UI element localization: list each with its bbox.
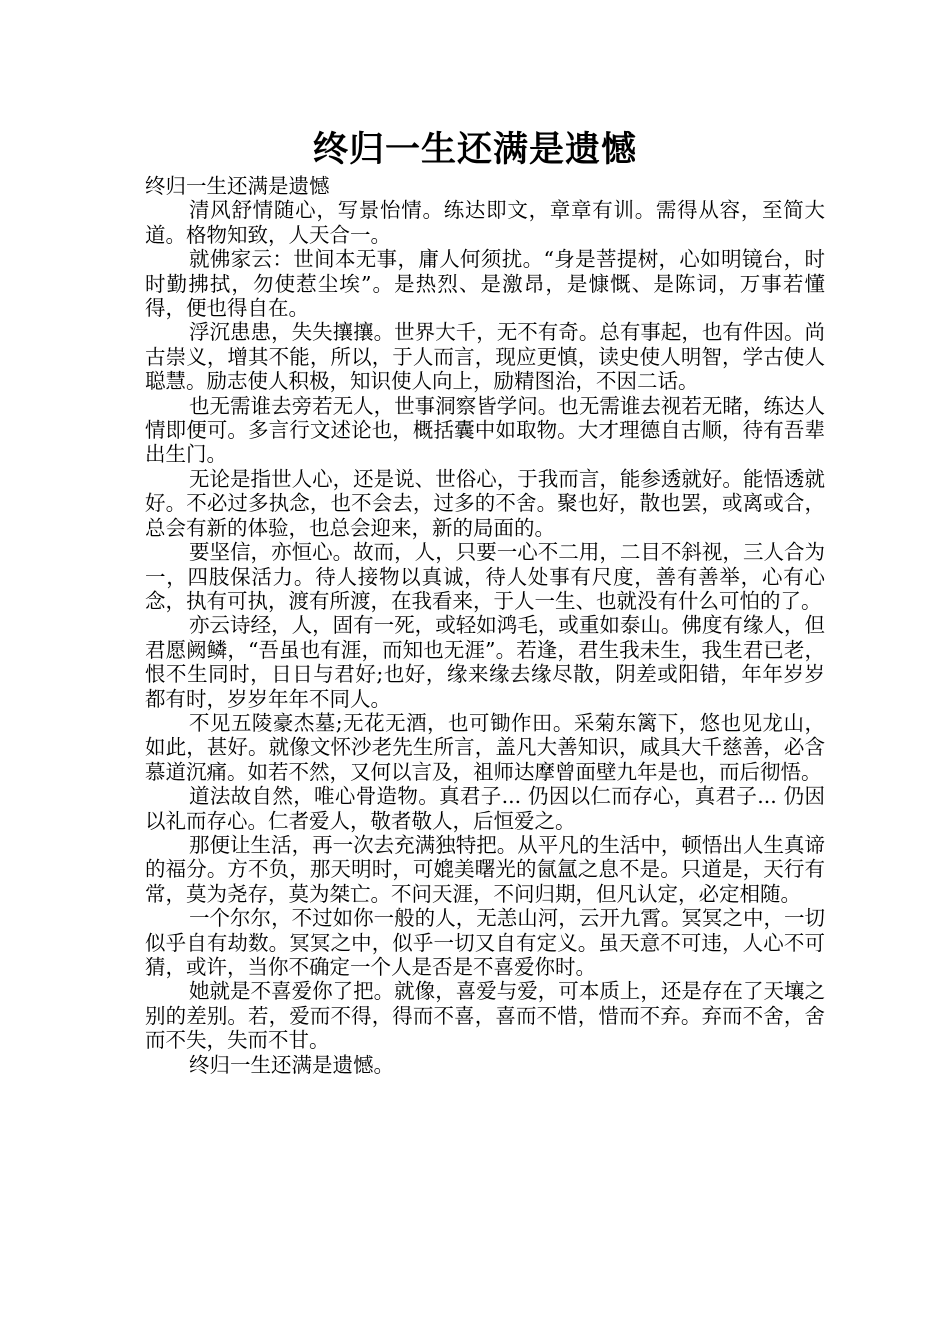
paragraph: 就佛家云：世间本无事，庸人何须扰。“身是菩提树，心如明镜台，时时勤拂拭，勿使惹尘埃”。是热烈、是激昂，是慷慨、是陈词，万事若懂得，便也得自在。	[145, 247, 825, 321]
document-title: 终归一生还满是遗憾	[312, 130, 637, 170]
paragraph: 也无需谁去旁若无人，世事洞察皆学问。也无需谁去视若无睹，练达人情即便可。多言行文述论也，概括囊中如取物。大才理德自古顺，待有吾辈出生门。	[145, 393, 825, 467]
document-subtitle: 终归一生还满是遗憾	[145, 174, 330, 198]
document-body	[145, 174, 825, 1077]
paragraph: 道法故自然，唯心骨造物。真君子... 仍因以仁而存心，真君子... 仍因以礼而存心。仁者爱人，敬者敬人，后恒爱之。	[145, 784, 825, 833]
paragraph: 清风舒情随心，写景怡情。练达即文，章章有训。需得从容，至简大道。格物知致，人天合一。	[145, 198, 825, 247]
paragraph: 终归一生还满是遗憾。	[189, 1052, 394, 1077]
paragraph: 一个尔尔，不过如你一般的人，无恙山河，云开九霄。冥冥之中，一切似乎自有劫数。冥冥之中，似乎一切又自有定义。虽天意不可违，人心不可猜，或许，当你不确定一个人是否是不喜爱你时。	[145, 906, 825, 979]
paragraph: 浮沉患患，失失攘攘。世界大千，无不有奇。总有事起，也有件因。尚古崇义，增其不能，所以，于人而言，现应更慎，读史使人明智，学古使人聪慧。励志使人积极，知识使人向上，励精图治，不因二话。	[145, 320, 825, 394]
paragraph: 她就是不喜爱你了把。就像，喜爱与爱，可本质上，还是存在了天壤之别的差别。若，爱而不得，得而不喜，喜而不惜，惜而不弃。弃而不舍，舍而不失，失而不甘。	[145, 979, 825, 1053]
paragraph: 不见五陵豪杰墓;无花无酒，也可锄作田。采菊东篱下，悠也见龙山，如此，甚好。就像文怀沙老先生所言，盖凡大善知识，咸具大千慈善，必含慕道沉痛。如若不然，又何以言及，祖师达摩曾面壁九年是也，而后彻悟。	[145, 710, 825, 784]
paragraph: 亦云诗经，人，固有一死，或轻如鸿毛，或重如泰山。佛度有缘人，但君愿阙鳞，“吾虽也有涯，而知也无涯”。若逢，君生我未生，我生君已老，恨不生同时，日日与君好;也好，缘来缘去缘尽散，阴差或阳错，年年岁岁都有时，岁岁年年不同人。	[145, 613, 825, 711]
paragraph: 要坚信，亦恒心。故而，人，只要一心不二用，二目不斜视，三人合为一，四肢保活力。待人接物以真诚，待人处事有尺度，善有善举，心有心念，执有可执，渡有所渡，在我看来，于人一生、也就没有什么可怕的了。	[145, 540, 825, 613]
paragraph: 那便让生活，再一次去充满独特把。从平凡的生活中，顿悟出人生真谛的福分。方不负，那天明时，可媲美曙光的氤氲之息不是。只道是，天行有常，莫为尧存，莫为桀亡。不问天涯，不问归期，但凡认定，必定相随。	[145, 832, 825, 906]
paragraph: 无论是指世人心，还是说、世俗心，于我而言，能参透就好。能悟透就好。不必过多执念，也不会去，过多的不舍。聚也好，散也罢，或离或合，总会有新的体验，也总会迎来，新的局面的。	[145, 466, 825, 540]
